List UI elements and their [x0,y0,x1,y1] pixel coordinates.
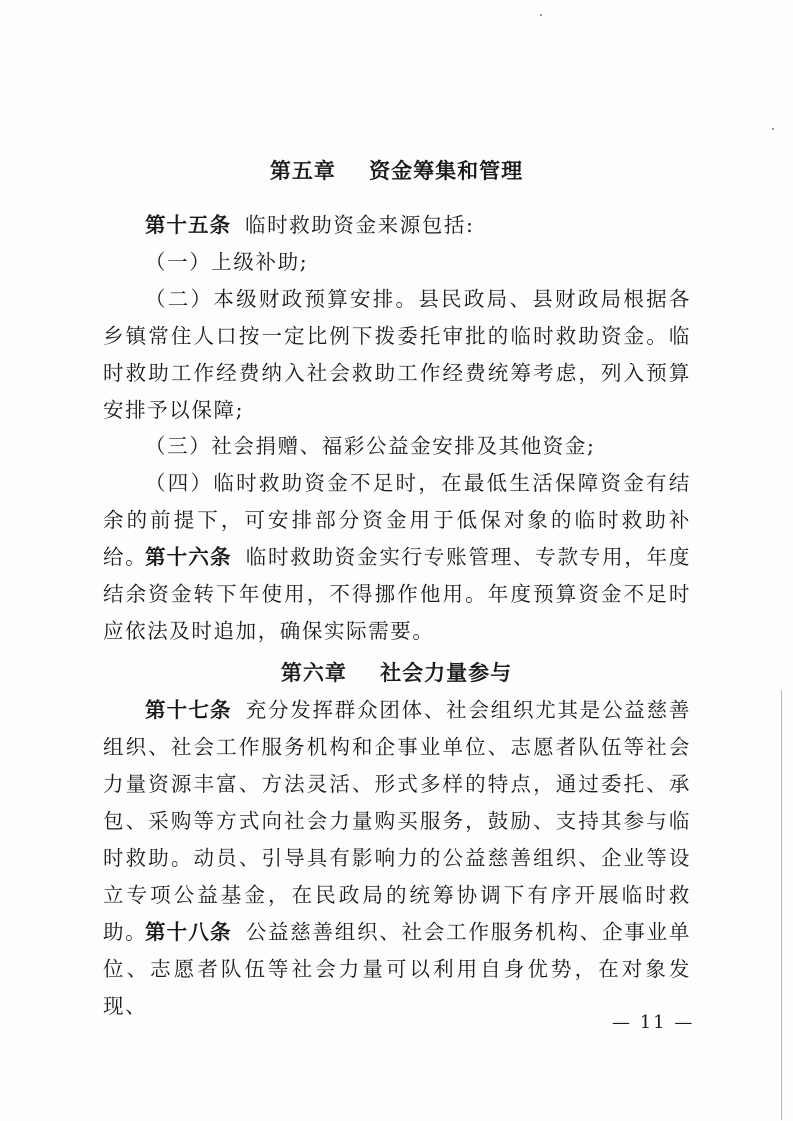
article-15-head: 第十五条 [145,213,231,237]
article-16 [103,539,691,650]
article-15-item-3: （三）社会捐赠、福彩公益金安排及其他资金; [145,434,596,458]
scan-speck [772,128,774,130]
chapter-5-title: 第五章 资金筹集和管理 [269,159,524,183]
article-18-body: 公益慈善组织、社会工作服务机构、企事业单位、志愿者队伍等社会力量可以利用自身优势，在对象发现、 [103,920,692,1018]
article-17-body: 充分发挥群众团体、社会组织尤其是公益慈善组织、社会工作服务机构和企事业单位、志愿者队伍等社会力量资源丰富、方法灵活、形式多样的特点，通过委托、承包、采购等方式向社会力量购买服务，鼓励、支持其参与临时救助。动员、引导具有影响力的公益慈善组织、企业等设立专项公益基金，在民政局的统筹协调下有序开展临时救助。 [103,698,692,944]
article-16-head: 第十六条 [145,545,232,569]
page-number: — 11 — [612,1012,695,1033]
article-17 [103,692,691,951]
scan-edge-line [781,690,782,1120]
article-18 [103,914,691,1025]
article-18-head: 第十八条 [145,920,232,944]
article-15-item-4: （四）临时救助资金不足时，在最低生活保障资金有结余的前提下，可安排部分资金用于低保对象的临时救助补给。 [103,471,691,569]
chapter-6-title: 第六章 社会力量参与 [280,661,513,685]
article-15 [103,207,691,244]
article-15-item-1: （一）上级补助; [145,250,309,274]
article-17-head: 第十七条 [145,698,232,722]
scan-speck [540,14,542,16]
article-15-item-2: （二）本级财政预算安排。县民政局、县财政局根据各乡镇常住人口按一定比例下拨委托审批的临时救助资金。临时救助工作经费纳入社会救助工作经费统筹考虑，列入预算安排予以保障; [103,287,691,422]
article-16-body: 临时救助资金实行专账管理、专款专用，年度结余资金转下年使用，不得挪作他用。年度预算资金不足时应依法及时追加，确保实际需要。 [103,545,692,643]
article-15-body: 临时救助资金来源包括: [245,213,475,237]
